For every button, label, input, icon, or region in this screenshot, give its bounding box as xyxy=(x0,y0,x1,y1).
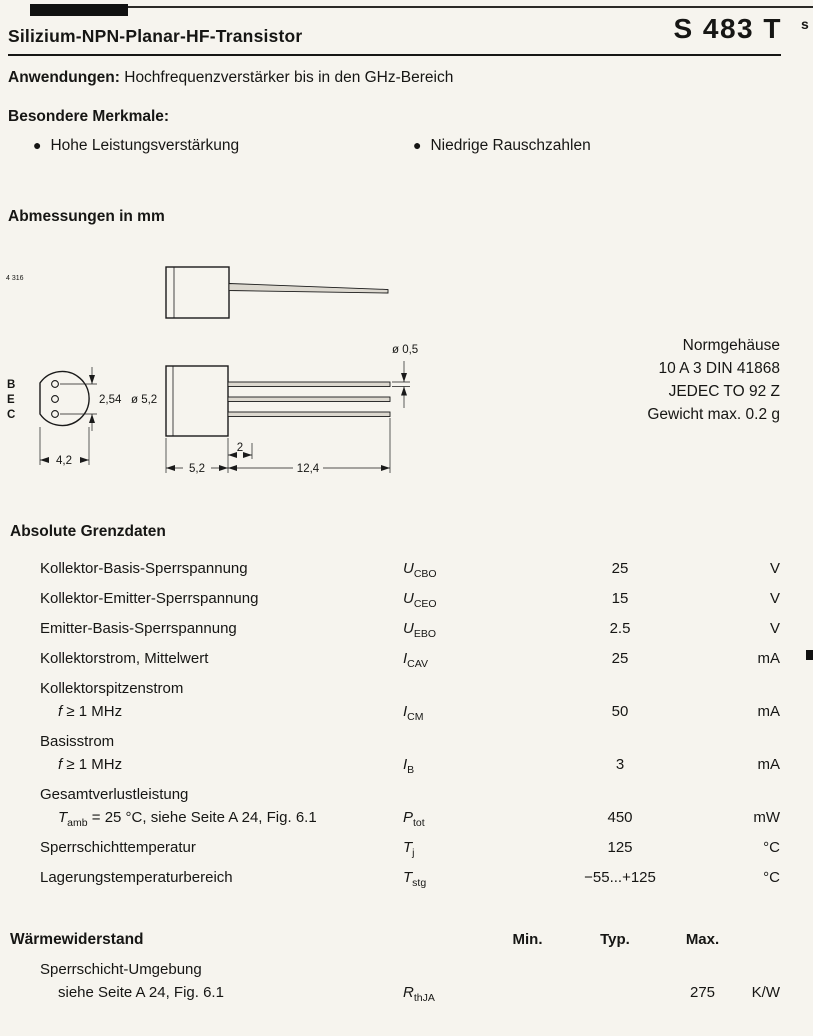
parameter-value: 125 xyxy=(607,839,633,856)
thermal-row xyxy=(10,952,780,1004)
parameter-symbol xyxy=(395,753,525,776)
condition-subscript: amb xyxy=(67,817,88,829)
dim-lead-length: 12,4 xyxy=(296,463,320,475)
thermal-header-spacer xyxy=(745,928,780,952)
parameter-symbol xyxy=(395,647,525,670)
feature-item xyxy=(33,133,239,158)
rating-row xyxy=(10,723,780,776)
drawing-labels xyxy=(6,275,418,475)
parameter-name: Kollektorstrom, Mittelwert xyxy=(40,650,209,667)
parameter-name: Emitter-Basis-Sperrspannung xyxy=(40,620,237,637)
dim-lead-dia: ø 0,5 xyxy=(392,344,419,356)
applications-text: Hochfrequenzverstärker bis in den GHz-Bereich xyxy=(119,69,454,86)
feature-label: Niedrige Rauschzahlen xyxy=(430,137,591,154)
dim-lead-offset: 2 xyxy=(236,442,244,454)
parameter-condition xyxy=(10,981,395,1004)
rating-row xyxy=(10,580,780,610)
symbol-subscript: tot xyxy=(413,817,425,829)
dim-body-dia: ø 5,2 xyxy=(131,394,158,406)
condition-symbol: T xyxy=(58,809,68,826)
parameter-name: Gesamtverlustleistung xyxy=(40,786,189,803)
absolute-maximum-ratings xyxy=(10,521,780,889)
symbol-subscript: CAV xyxy=(407,658,428,670)
package-info-line: 10 A 3 DIN 41868 xyxy=(658,360,780,377)
symbol-subscript: CEO xyxy=(413,598,437,610)
dim-body-width: 5,2 xyxy=(189,463,205,475)
ratings-table xyxy=(10,550,780,889)
page-title: Silizium-NPN-Planar-HF-Transistor xyxy=(8,26,303,46)
symbol-letter: I xyxy=(403,756,408,773)
package-front-view xyxy=(166,366,390,436)
symbol-subscript: stg xyxy=(412,877,427,889)
rating-row xyxy=(10,859,780,889)
parameter-symbol xyxy=(395,836,525,859)
feature-label: Hohe Leistungsverstärkung xyxy=(50,137,240,154)
parameter-name: Basisstrom xyxy=(40,733,115,750)
condition-symbol: f xyxy=(58,703,63,720)
parameter-value: 50 xyxy=(611,703,629,720)
parameter-value: −55...+125 xyxy=(584,869,656,886)
symbol-subscript: CBO xyxy=(413,568,437,580)
bullet-icon: ● xyxy=(33,137,42,153)
dim-pin-pitch: 2,54 xyxy=(99,394,122,406)
rating-row xyxy=(10,640,780,670)
package-drawing xyxy=(0,253,460,488)
rating-row xyxy=(10,776,780,829)
part-number: S 483 T xyxy=(673,13,782,44)
applications-line xyxy=(8,69,453,87)
symbol-subscript: thJA xyxy=(413,992,435,1004)
parameter-value: 3 xyxy=(615,756,625,773)
parameter-condition xyxy=(10,753,395,776)
package-bottom-view xyxy=(40,372,89,426)
symbol-letter: T xyxy=(403,839,413,856)
thermal-header-row xyxy=(10,928,780,952)
parameter-value: 25 xyxy=(611,650,629,667)
parameter-value: 15 xyxy=(611,590,629,607)
features-label: Besondere Merkmale: xyxy=(8,108,170,125)
condition-text: = 25 °C, siehe Seite A 24, Fig. 6.1 xyxy=(87,809,317,826)
page-edge-letter: s xyxy=(801,16,809,32)
pin-label-e: E xyxy=(7,394,15,406)
symbol-subscript: EBO xyxy=(413,628,437,640)
symbol-subscript: B xyxy=(407,764,415,776)
feature-item xyxy=(413,133,591,158)
page-edge-mark xyxy=(806,650,813,660)
parameter-value: 25 xyxy=(611,560,629,577)
parameter-name: Kollektor-Emitter-Sperrspannung xyxy=(40,590,259,607)
symbol-letter: T xyxy=(403,869,413,886)
parameter-unit: mA xyxy=(757,650,780,667)
dim-depth: 4,2 xyxy=(56,455,72,467)
dimension-lines xyxy=(40,361,410,473)
column-max: Max. xyxy=(685,931,720,948)
parameter-symbol xyxy=(395,700,525,723)
thermal-header-spacer xyxy=(395,928,485,952)
thermal-resistance-section xyxy=(10,928,780,1004)
package-info-line: JEDEC TO 92 Z xyxy=(668,383,780,400)
parameter-name: Sperrschicht-Umgebung xyxy=(40,961,202,978)
parameter-condition xyxy=(10,700,395,723)
rating-row xyxy=(10,550,780,580)
rating-row xyxy=(10,829,780,859)
bullet-icon: ● xyxy=(413,137,422,153)
applications-label: Anwendungen: xyxy=(8,69,120,86)
parameter-unit: V xyxy=(769,560,780,577)
pin-label-c: C xyxy=(7,409,16,421)
parameter-unit: V xyxy=(769,590,780,607)
parameter-unit: °C xyxy=(763,869,780,886)
symbol-letter: R xyxy=(403,984,414,1001)
parameter-unit: mA xyxy=(757,756,780,773)
package-info-line: Gewicht max. 0.2 g xyxy=(647,406,780,423)
package-info-line: Normgehäuse xyxy=(682,337,780,354)
parameter-unit: V xyxy=(769,620,780,637)
column-typ: Typ. xyxy=(600,931,630,948)
dimensions-heading: Abmessungen in mm xyxy=(8,208,165,225)
symbol-letter: U xyxy=(403,560,414,577)
symbol-letter: P xyxy=(403,809,414,826)
parameter-value: 2.5 xyxy=(609,620,631,637)
parameter-symbol xyxy=(395,981,485,1004)
title-rule xyxy=(8,54,781,56)
thermal-max-value: 275 xyxy=(689,984,716,1001)
package-top-view xyxy=(166,267,388,318)
top-edge-bar xyxy=(30,4,128,16)
page-marker: 4 316 xyxy=(6,275,24,282)
parameter-name: Kollektorspitzenstrom xyxy=(40,680,184,697)
ratings-heading: Absolute Grenzdaten xyxy=(10,523,166,540)
parameter-symbol xyxy=(395,866,525,889)
thermal-heading: Wärmewiderstand xyxy=(10,931,144,948)
parameter-condition xyxy=(10,806,395,829)
parameter-unit: mW xyxy=(753,809,780,826)
symbol-subscript: j xyxy=(412,847,415,859)
rating-row xyxy=(10,670,780,723)
symbol-letter: U xyxy=(403,620,414,637)
top-edge-line xyxy=(128,6,813,8)
condition-text: ≥ 1 MHz xyxy=(62,756,123,773)
parameter-symbol xyxy=(395,806,525,829)
parameter-unit: K/W xyxy=(751,984,780,1001)
symbol-subscript: CM xyxy=(407,711,424,723)
parameter-unit: °C xyxy=(763,839,780,856)
parameter-value: 450 xyxy=(607,809,633,826)
features-row xyxy=(0,133,813,157)
symbol-letter: I xyxy=(403,650,408,667)
condition-symbol: f xyxy=(58,756,63,773)
package-info xyxy=(647,334,780,426)
condition-text: ≥ 1 MHz xyxy=(62,703,123,720)
condition-text: siehe Seite A 24, Fig. 6.1 xyxy=(58,984,224,1001)
rating-row xyxy=(10,610,780,640)
parameter-symbol xyxy=(395,557,525,580)
column-min: Min. xyxy=(512,931,543,948)
parameter-unit: mA xyxy=(757,703,780,720)
symbol-letter: I xyxy=(403,703,408,720)
symbol-letter: U xyxy=(403,590,414,607)
parameter-symbol xyxy=(395,587,525,610)
pin-label-b: B xyxy=(7,379,16,391)
parameter-symbol xyxy=(395,617,525,640)
parameter-name: Sperrschichttemperatur xyxy=(40,839,196,856)
parameter-name: Kollektor-Basis-Sperrspannung xyxy=(40,560,248,577)
parameter-name: Lagerungstemperaturbereich xyxy=(40,869,233,886)
